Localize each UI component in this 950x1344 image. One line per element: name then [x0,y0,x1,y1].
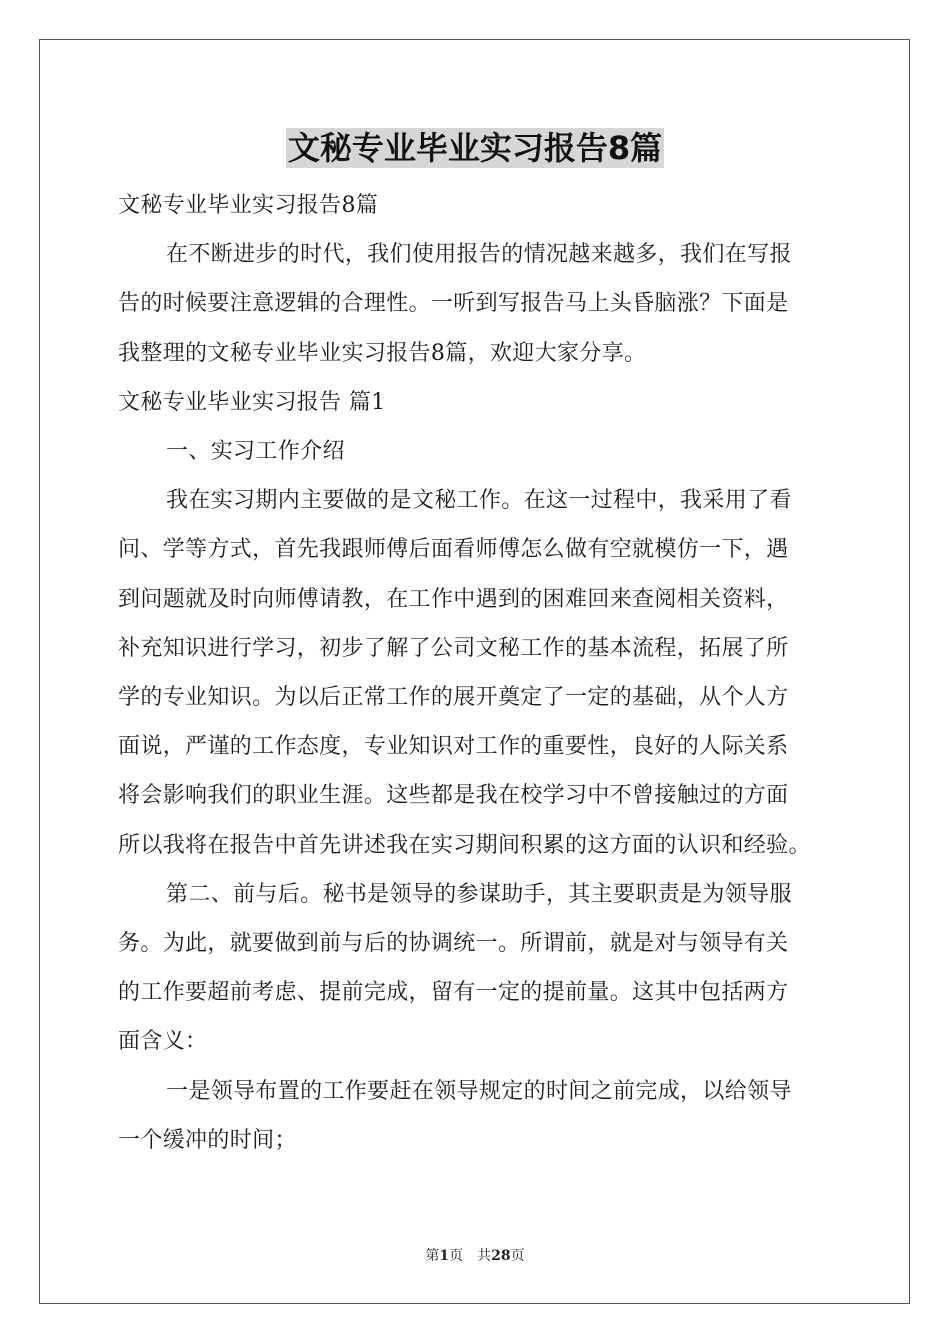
text-line: 务。为此，就要做到前与后的协调统一。所谓前，就是对与领导有关 [118,931,789,957]
document-title: 文秘专业毕业实习报告8篇 [287,129,663,167]
text-line: 一是领导布置的工作要赶在领导规定的时间之前完成，以给领导 [166,1078,792,1104]
text-line: 到问题就及时向师傅请教，在工作中遇到的困难回来查阅相关资料， [118,586,789,612]
text-line: 面含义： [118,1029,208,1055]
current-page-number: 1 [439,1248,450,1264]
text-line: 我在实习期内主要做的是文秘工作。在这一过程中，我采用了看 [166,488,792,514]
text-line: 一、实习工作介绍 [166,439,345,465]
text-line: 补充知识进行学习，初步了解了公司文秘工作的基本流程，拓展了所 [118,635,789,661]
text-line: 将会影响我们的职业生涯。这些都是我在校学习中不曾接触过的方面 [118,783,789,809]
footer-prefix: 第 [425,1248,440,1264]
text-line: 我整理的文秘专业毕业实习报告8篇，欢迎大家分享。 [118,340,647,366]
text-line: 文秘专业毕业实习报告8篇 [118,193,379,218]
text-line: 所以我将在报告中首先讲述我在实习期间积累的这方面的认识和经验。 [118,832,811,858]
text-line: 的工作要超前考虑、提前完成，留有一定的提前量。这其中包括两方 [118,980,789,1006]
total-page-count: 28 [491,1248,511,1264]
text-line: 第二、前与后。秘书是领导的参谋助手，其主要职责是为领导服 [166,881,792,907]
text-line: 文秘专业毕业实习报告 篇1 [118,389,386,415]
text-line: 问、学等方式，首先我跟师傅后面看师傅怎么做有空就模仿一下，遇 [118,537,789,563]
text-line: 一个缓冲的时间； [118,1127,297,1153]
footer-middle: 页 共 [449,1248,492,1264]
text-line: 学的专业知识。为以后正常工作的展开奠定了一定的基础，从个人方 [118,685,789,711]
footer-suffix: 页 [510,1248,525,1264]
title-container [0,128,950,168]
page-footer [0,1247,950,1265]
document-body [118,181,858,1165]
text-line: 面说，严谨的工作态度，专业知识对工作的重要性，良好的人际关系 [118,734,789,760]
text-line: 告的时候要注意逻辑的合理性。一听到写报告马上头昏脑涨？下面是 [118,291,789,317]
text-line: 在不断进步的时代，我们使用报告的情况越来越多，我们在写报 [166,242,792,268]
